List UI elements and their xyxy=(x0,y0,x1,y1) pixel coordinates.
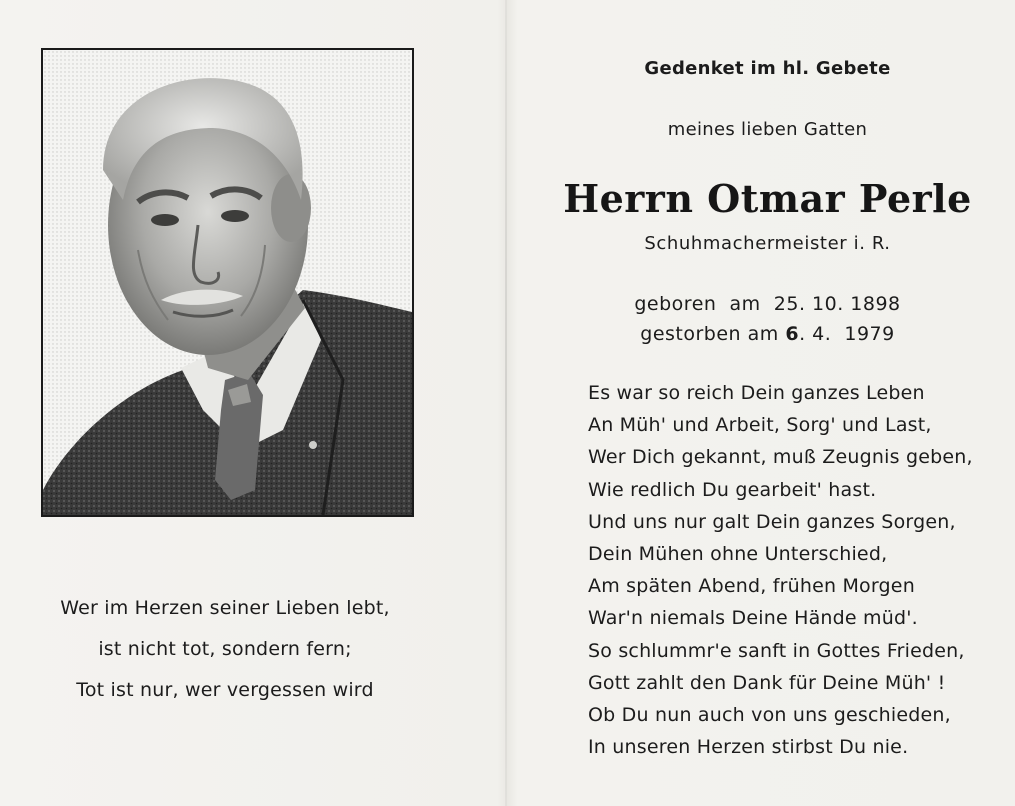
poem-line: In unseren Herzen stirbst Du nie. xyxy=(588,736,909,759)
poem-line: An Müh' und Arbeit, Sorg' und Last, xyxy=(588,414,932,437)
poem-line: Und uns nur galt Dein ganzes Sorgen, xyxy=(588,510,956,533)
death-day: 6 xyxy=(785,323,800,345)
poem-line: Es war so reich Dein ganzes Leben xyxy=(588,382,925,404)
portrait-photo xyxy=(41,48,414,517)
death-connector: am xyxy=(747,323,779,345)
death-date-rest: . 4. 1979 xyxy=(799,323,895,345)
life-dates xyxy=(520,289,1015,349)
birth-label: geboren xyxy=(634,293,717,315)
poem-line: Wie redlich Du gearbeit' hast. xyxy=(588,478,877,501)
poem-line: War'n niemals Deine Hände müd'. xyxy=(588,607,918,630)
left-quote-line: ist nicht tot, sondern fern; xyxy=(98,638,352,660)
left-quote-line: Tot ist nur, wer vergessen wird xyxy=(76,679,374,701)
poem-line: Am späten Abend, frühen Morgen xyxy=(588,575,915,598)
heading: Gedenket im hl. Gebete xyxy=(644,58,891,79)
left-quote-line: Wer im Herzen seiner Lieben lebt, xyxy=(60,597,390,619)
poem-line: Gott zahlt den Dank für Deine Müh' ! xyxy=(588,671,946,694)
left-quote xyxy=(20,588,430,711)
deceased-name: Herrn Otmar Perle xyxy=(563,176,972,221)
birth-date-line xyxy=(520,289,1015,319)
memorial-poem xyxy=(588,377,1008,763)
death-date-line xyxy=(520,319,1015,349)
poem-line: Ob Du nun auch von uns geschieden, xyxy=(588,704,951,727)
poem-line: Wer Dich gekannt, muß Zeugnis geben, xyxy=(588,446,973,469)
death-label: gestorben xyxy=(640,323,742,345)
profession: Schuhmachermeister i. R. xyxy=(644,233,891,254)
poem-line: Dein Mühen ohne Unterschied, xyxy=(588,543,888,566)
birth-connector: am xyxy=(729,293,761,315)
poem-line: So schlummr'e sanft in Gottes Frieden, xyxy=(588,639,965,662)
subheading: meines lieben Gatten xyxy=(667,119,868,140)
portrait-illustration xyxy=(43,50,412,515)
birth-date: 25. 10. 1898 xyxy=(773,293,901,315)
card-fold-line xyxy=(505,0,507,806)
